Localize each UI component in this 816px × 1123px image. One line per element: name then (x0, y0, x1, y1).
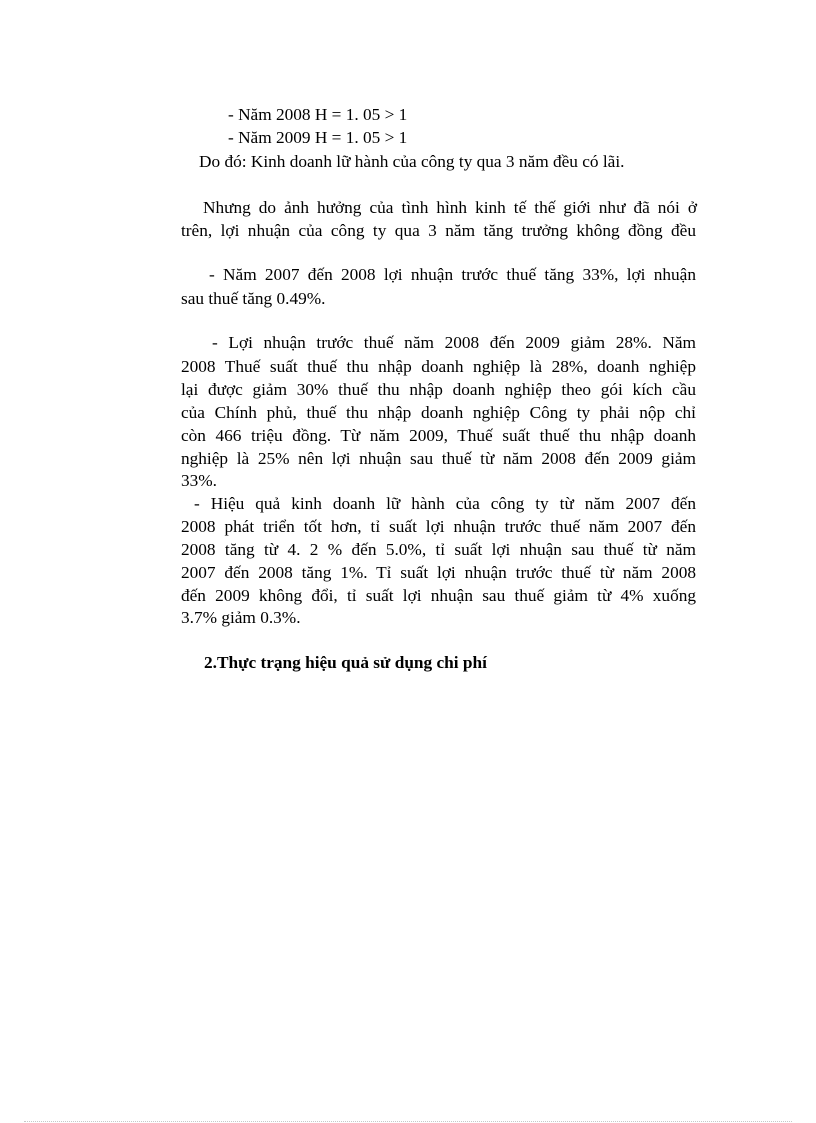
h-index-2008-line: - Năm 2008 H = 1. 05 > 1 (228, 105, 408, 124)
conclusion-line: Do đó: Kinh doanh lữ hành của công ty qua 3 năm đều có lãi. (199, 152, 625, 171)
section-heading: 2.Thực trạng hiệu quả sử dụng chi phí (204, 653, 487, 672)
paragraph-line: 2008 tăng từ 4. 2 % đến 5.0%, tỉ suất lợi nhuận sau thuế từ năm (181, 540, 696, 559)
paragraph-line: đến 2009 không đổi, tỉ suất lợi nhuận sau thuế giảm từ 4% xuống (181, 586, 696, 605)
paragraph-line: 2008 Thuế suất thuế thu nhập doanh nghiệp là 28%, doanh nghiệp (181, 357, 696, 376)
paragraph-line: Nhưng do ảnh hưởng của tình hình kinh tế thế giới như đã nói ở (203, 198, 697, 217)
paragraph-line: - Lợi nhuận trước thuế năm 2008 đến 2009 giảm 28%. Năm (212, 333, 696, 352)
paragraph-line: sau thuế tăng 0.49%. (181, 289, 326, 308)
paragraph-line: còn 466 triệu đồng. Từ năm 2009, Thuế suất thuế thu nhập doanh (181, 426, 696, 445)
paragraph-line: - Năm 2007 đến 2008 lợi nhuận trước thuế tăng 33%, lợi nhuận (209, 265, 696, 284)
paragraph-line: lại được giảm 30% thuế thu nhập doanh nghiệp theo gói kích cầu (181, 380, 696, 399)
paragraph-line: 33%. (181, 471, 217, 490)
paragraph-line: 2007 đến 2008 tăng 1%. Tỉ suất lợi nhuận trước thuế từ năm 2008 (181, 563, 696, 582)
paragraph-line: 3.7% giảm 0.3%. (181, 608, 301, 627)
footer-divider (24, 1121, 792, 1122)
paragraph-line: - Hiệu quả kinh doanh lữ hành của công ty từ năm 2007 đến (194, 494, 696, 513)
paragraph-line: nghiệp là 25% nên lợi nhuận sau thuế từ năm 2008 đến 2009 giảm (181, 449, 696, 468)
paragraph-line: 2008 phát triển tốt hơn, tỉ suất lợi nhuận trước thuế năm 2007 đến (181, 517, 696, 536)
h-index-2009-line: - Năm 2009 H = 1. 05 > 1 (228, 128, 408, 147)
paragraph-line: của Chính phủ, thuế thu nhập doanh nghiệp Công ty phải nộp chỉ (181, 403, 696, 422)
paragraph-line: trên, lợi nhuận của công ty qua 3 năm tăng trưởng không đồng đều (181, 221, 696, 240)
